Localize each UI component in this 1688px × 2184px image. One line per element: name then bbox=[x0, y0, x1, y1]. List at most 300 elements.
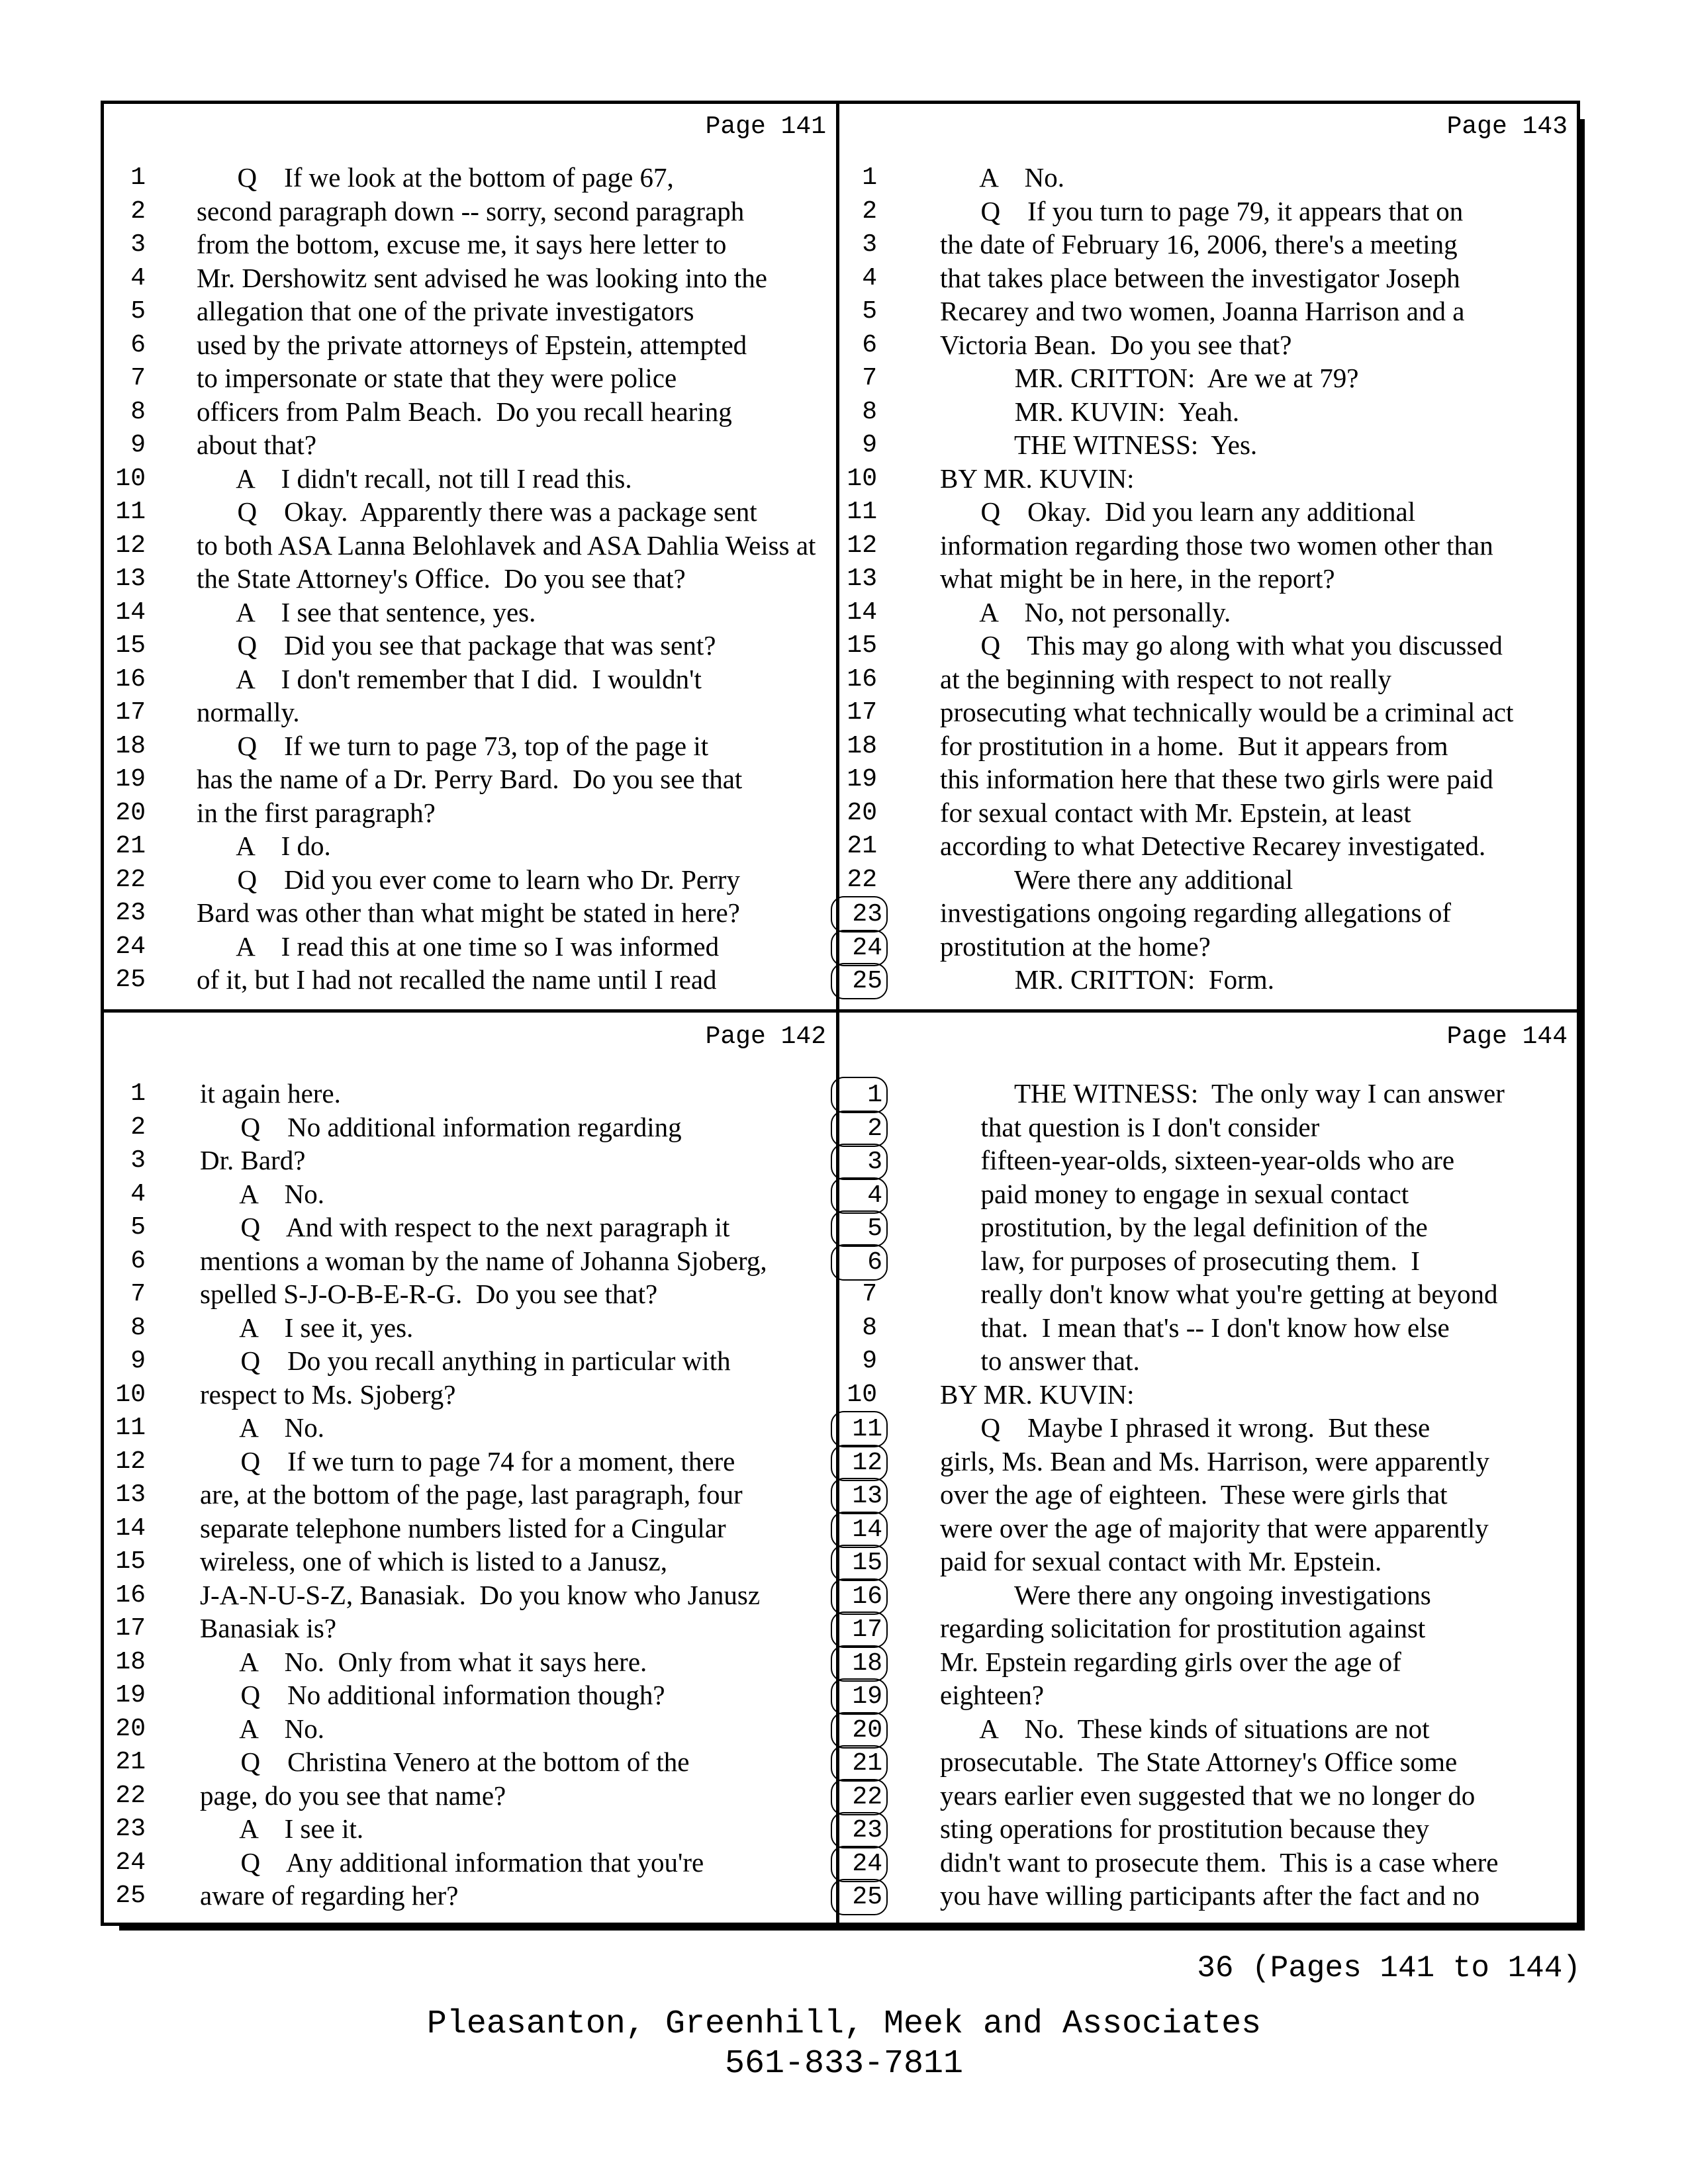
transcript-line bbox=[109, 1411, 834, 1445]
line-text: Q If we turn to page 74 for a moment, there bbox=[200, 1445, 735, 1477]
line-number: 11 bbox=[847, 498, 877, 526]
line-number: 12 bbox=[115, 1447, 146, 1476]
transcript-line bbox=[841, 1812, 1575, 1846]
line-number: 12 bbox=[847, 531, 877, 560]
line-number: 23 bbox=[115, 899, 146, 927]
transcript-line bbox=[109, 1445, 834, 1479]
line-number: 14 bbox=[831, 1512, 888, 1548]
transcript-line bbox=[109, 1512, 834, 1545]
transcript-line bbox=[109, 1745, 834, 1779]
transcript-line bbox=[841, 328, 1575, 362]
line-number: 8 bbox=[862, 397, 877, 426]
page-label: Page 144 bbox=[1446, 1023, 1568, 1051]
line-number: 13 bbox=[831, 1478, 888, 1514]
transcript-line bbox=[841, 1411, 1575, 1445]
transcript-line bbox=[109, 1545, 834, 1578]
line-number: 16 bbox=[847, 664, 877, 694]
line-number: 4 bbox=[831, 1177, 888, 1214]
transcript-line bbox=[109, 1177, 834, 1211]
line-number: 19 bbox=[847, 765, 877, 794]
line-number: 11 bbox=[831, 1411, 888, 1447]
line-text: Q Christina Venero at the bottom of the bbox=[200, 1747, 690, 1777]
line-text: are, at the bottom of the page, last paragraph, four bbox=[200, 1479, 743, 1510]
line-number: 19 bbox=[115, 1681, 146, 1709]
transcript-line bbox=[841, 1678, 1575, 1712]
transcript-line bbox=[109, 1812, 834, 1846]
line-text: J-A-N-U-S-Z, Banasiak. Do you know who Janusz bbox=[200, 1579, 761, 1610]
line-number: 18 bbox=[831, 1645, 888, 1682]
line-number: 9 bbox=[130, 431, 146, 459]
line-text: the State Attorney's Office. Do you see that? bbox=[197, 563, 686, 594]
line-text: you have willing participants after the fact and no bbox=[940, 1880, 1480, 1911]
footer-page-range: 36 (Pages 141 to 144) bbox=[1197, 1951, 1581, 1985]
line-number: 23 bbox=[115, 1815, 146, 1843]
line-number: 21 bbox=[115, 832, 146, 860]
line-text: Q And with respect to the next paragraph it bbox=[200, 1212, 730, 1242]
line-text: fifteen-year-olds, sixteen-year-olds who are bbox=[940, 1145, 1455, 1175]
transcript-line bbox=[109, 829, 834, 863]
line-text: allegation that one of the private investigators bbox=[197, 296, 694, 326]
line-text: Dr. Bard? bbox=[200, 1145, 306, 1175]
line-text: A I didn't recall, not till I read this. bbox=[197, 463, 632, 494]
transcript-page-142 bbox=[109, 1013, 834, 1919]
line-text: BY MR. KUVIN: bbox=[940, 1379, 1135, 1410]
line-number: 8 bbox=[130, 397, 146, 426]
footer-firm-name: Pleasanton, Greenhill, Meek and Associates bbox=[426, 2005, 1262, 2043]
transcript-line bbox=[109, 462, 834, 496]
transcript-line bbox=[109, 762, 834, 796]
line-number: 17 bbox=[115, 698, 146, 727]
frame-shadow-bottom bbox=[119, 1926, 1585, 1931]
line-text: Mr. Dershowitz sent advised he was looking into the bbox=[197, 262, 768, 293]
line-text: to both ASA Lanna Belohlavek and ASA Dahlia Weiss at bbox=[197, 529, 816, 561]
line-number: 3 bbox=[831, 1144, 888, 1180]
line-text: what might be in here, in the report? bbox=[940, 563, 1335, 594]
line-text: prostitution, by the legal definition of the bbox=[940, 1212, 1428, 1242]
line-text: A I see that sentence, yes. bbox=[197, 596, 536, 627]
transcript-line bbox=[841, 863, 1575, 897]
line-number: 20 bbox=[115, 798, 146, 827]
line-text: spelled S-J-O-B-E-R-G. Do you see that? bbox=[200, 1279, 658, 1309]
line-number: 22 bbox=[847, 865, 877, 894]
line-number: 10 bbox=[847, 1380, 877, 1409]
line-number: 10 bbox=[115, 1380, 146, 1409]
line-text: over the age of eighteen. These were girls that bbox=[940, 1479, 1448, 1510]
transcript-line bbox=[841, 529, 1575, 563]
line-text: that. I mean that's -- I don't know how else bbox=[940, 1312, 1450, 1343]
line-text: A I read this at one time so I was informed bbox=[197, 931, 720, 962]
line-number: 3 bbox=[130, 230, 146, 259]
line-text: prostitution at the home? bbox=[940, 931, 1211, 962]
line-text: to impersonate or state that they were police bbox=[197, 363, 677, 393]
line-number: 5 bbox=[831, 1210, 888, 1247]
line-number: 20 bbox=[831, 1712, 888, 1749]
transcript-line bbox=[841, 1445, 1575, 1479]
transcript-line bbox=[841, 228, 1575, 261]
line-text: A No. These kinds of situations are not bbox=[940, 1713, 1430, 1744]
line-number: 14 bbox=[847, 598, 877, 627]
line-number: 6 bbox=[130, 330, 146, 359]
line-text: THE WITNESS: Yes. bbox=[940, 430, 1258, 460]
line-text: paid for sexual contact with Mr. Epstein. bbox=[940, 1546, 1382, 1576]
line-number: 3 bbox=[130, 1146, 146, 1175]
line-number: 7 bbox=[130, 364, 146, 392]
transcript-line bbox=[841, 1311, 1575, 1345]
line-text: Q Maybe I phrased it wrong. But these bbox=[940, 1412, 1430, 1443]
transcript-line bbox=[109, 796, 834, 830]
transcript-line bbox=[109, 662, 834, 696]
line-text: A No. bbox=[200, 1713, 324, 1744]
line-number: 22 bbox=[831, 1779, 888, 1815]
line-text: separate telephone numbers listed for a Cingular bbox=[200, 1512, 726, 1543]
transcript-line bbox=[841, 963, 1575, 997]
transcript-line bbox=[109, 562, 834, 596]
transcript-line bbox=[841, 696, 1575, 729]
line-text: that question is I don't consider bbox=[940, 1111, 1320, 1142]
transcript-line bbox=[841, 1244, 1575, 1278]
transcript-line bbox=[841, 1645, 1575, 1679]
line-text: to answer that. bbox=[940, 1345, 1140, 1376]
line-number: 15 bbox=[115, 631, 146, 660]
transcript-line bbox=[109, 428, 834, 462]
line-text: for prostitution in a home. But it appears from bbox=[940, 730, 1448, 761]
line-number: 19 bbox=[115, 765, 146, 794]
transcript-page-141 bbox=[109, 103, 834, 1009]
line-text: prosecutable. The State Attorney's Office some bbox=[940, 1747, 1458, 1777]
transcript-line bbox=[109, 930, 834, 964]
line-number: 15 bbox=[115, 1547, 146, 1576]
line-number: 7 bbox=[130, 1280, 146, 1308]
line-text: Victoria Bean. Do you see that? bbox=[940, 329, 1292, 360]
line-number: 1 bbox=[862, 163, 877, 192]
line-number: 11 bbox=[115, 1414, 146, 1442]
line-number: 6 bbox=[831, 1244, 888, 1281]
line-number: 24 bbox=[115, 932, 146, 961]
line-text: about that? bbox=[197, 430, 317, 460]
line-text: officers from Palm Beach. Do you recall hearing bbox=[197, 396, 732, 427]
line-text: didn't want to prosecute them. This is a case where bbox=[940, 1846, 1499, 1878]
line-number: 1 bbox=[831, 1077, 888, 1113]
transcript-line bbox=[841, 930, 1575, 964]
line-text: Q This may go along with what you discussed bbox=[940, 630, 1503, 660]
transcript-line bbox=[109, 1111, 834, 1144]
line-number: 15 bbox=[831, 1545, 888, 1581]
line-text: law, for purposes of prosecuting them. I bbox=[940, 1245, 1420, 1276]
transcript-line bbox=[109, 295, 834, 328]
line-number: 21 bbox=[847, 832, 877, 860]
line-text: this information here that these two girls were paid bbox=[940, 764, 1493, 794]
transcript-line bbox=[109, 195, 834, 228]
line-number: 9 bbox=[862, 1347, 877, 1375]
line-number: 25 bbox=[115, 966, 146, 994]
transcript-line bbox=[109, 963, 834, 997]
line-number: 7 bbox=[862, 364, 877, 392]
line-number: 6 bbox=[862, 330, 877, 359]
line-number: 10 bbox=[847, 464, 877, 493]
line-text: that takes place between the investigator Joseph bbox=[940, 262, 1460, 293]
transcript-line bbox=[109, 1311, 834, 1345]
line-number: 20 bbox=[847, 798, 877, 827]
line-text: A I see it, yes. bbox=[200, 1312, 414, 1343]
page-label: Page 143 bbox=[1446, 113, 1568, 141]
transcript-line bbox=[109, 1779, 834, 1813]
line-text: it again here. bbox=[200, 1078, 341, 1109]
transcript-line bbox=[109, 1344, 834, 1378]
line-text: MR. CRITTON: Are we at 79? bbox=[940, 363, 1359, 393]
line-text: normally. bbox=[197, 697, 300, 727]
line-text: Q If we turn to page 73, top of the page it bbox=[197, 730, 709, 761]
line-text: eighteen? bbox=[940, 1680, 1045, 1710]
line-text: Q Any additional information that you're bbox=[200, 1846, 704, 1878]
transcript-line bbox=[109, 328, 834, 362]
line-text: Were there any ongoing investigations bbox=[940, 1579, 1431, 1610]
line-text: used by the private attorneys of Epstein, attempted bbox=[197, 329, 747, 360]
transcript-line bbox=[841, 1779, 1575, 1813]
transcript-line bbox=[841, 428, 1575, 462]
line-number: 2 bbox=[130, 1113, 146, 1142]
transcript-line bbox=[841, 161, 1575, 195]
line-text: according to what Detective Recarey investigated. bbox=[940, 831, 1486, 861]
line-text: investigations ongoing regarding allegations of bbox=[940, 897, 1452, 928]
transcript-line bbox=[109, 629, 834, 662]
line-number: 21 bbox=[831, 1745, 888, 1782]
line-number: 21 bbox=[115, 1748, 146, 1776]
line-number: 24 bbox=[831, 930, 888, 966]
line-number: 12 bbox=[831, 1445, 888, 1481]
transcript-line bbox=[841, 261, 1575, 295]
footer-phone: 561-833-7811 bbox=[724, 2045, 964, 2083]
page-label: Page 142 bbox=[705, 1023, 826, 1051]
transcript-line bbox=[841, 796, 1575, 830]
transcript-line bbox=[109, 1244, 834, 1278]
transcript-line bbox=[841, 1144, 1575, 1177]
line-number: 5 bbox=[862, 297, 877, 326]
transcript-line bbox=[841, 295, 1575, 328]
transcript-line bbox=[841, 1378, 1575, 1412]
line-text: Q If you turn to page 79, it appears that on bbox=[940, 195, 1464, 226]
line-number: 13 bbox=[115, 565, 146, 593]
transcript-line bbox=[109, 1879, 834, 1913]
line-number: 1 bbox=[130, 163, 146, 192]
line-number: 4 bbox=[130, 263, 146, 293]
line-text: A No. bbox=[200, 1412, 324, 1443]
line-text: from the bottom, excuse me, it says here letter to bbox=[197, 229, 727, 259]
line-number: 6 bbox=[130, 1246, 146, 1275]
line-text: Were there any additional bbox=[940, 864, 1293, 895]
line-number: 17 bbox=[847, 698, 877, 727]
line-text: Q No additional information regarding bbox=[200, 1111, 682, 1142]
transcript-line bbox=[841, 896, 1575, 930]
line-number: 10 bbox=[115, 464, 146, 493]
transcript-line bbox=[109, 1210, 834, 1244]
line-number: 22 bbox=[115, 865, 146, 894]
line-number: 3 bbox=[862, 230, 877, 259]
transcript-line bbox=[109, 596, 834, 629]
line-text: mentions a woman by the name of Johanna Sjoberg, bbox=[200, 1245, 767, 1276]
transcript-line bbox=[109, 1612, 834, 1645]
line-number: 8 bbox=[130, 1313, 146, 1342]
page-label: Page 141 bbox=[705, 113, 826, 141]
line-text: second paragraph down -- sorry, second paragraph bbox=[197, 195, 745, 226]
transcript-line bbox=[841, 596, 1575, 629]
transcript-line bbox=[841, 662, 1575, 696]
line-text: A No. bbox=[940, 162, 1064, 193]
line-text: at the beginning with respect to not really bbox=[940, 663, 1392, 694]
line-number: 5 bbox=[130, 297, 146, 326]
line-text: the date of February 16, 2006, there's a meeting bbox=[940, 229, 1458, 259]
transcript-line bbox=[841, 495, 1575, 529]
transcript-line bbox=[841, 1478, 1575, 1512]
transcript-line bbox=[841, 1077, 1575, 1111]
transcript-page-143 bbox=[841, 103, 1575, 1009]
line-text: BY MR. KUVIN: bbox=[940, 463, 1135, 494]
line-text: page, do you see that name? bbox=[200, 1780, 506, 1811]
line-text: A No. Only from what it says here. bbox=[200, 1646, 647, 1677]
line-number: 16 bbox=[115, 664, 146, 694]
transcript-line bbox=[109, 1077, 834, 1111]
line-text: years earlier even suggested that we no longer do bbox=[940, 1780, 1476, 1811]
line-text: Q Did you see that package that was sent? bbox=[197, 630, 716, 660]
transcript-line bbox=[841, 562, 1575, 596]
line-text: Q Do you recall anything in particular with bbox=[200, 1345, 731, 1376]
line-text: girls, Ms. Bean and Ms. Harrison, were apparently bbox=[940, 1445, 1490, 1477]
line-text: THE WITNESS: The only way I can answer bbox=[940, 1078, 1505, 1109]
line-text: Q If we look at the bottom of page 67, bbox=[197, 162, 674, 193]
transcript-line bbox=[841, 361, 1575, 395]
transcript-line bbox=[109, 696, 834, 729]
transcript-line bbox=[841, 1879, 1575, 1913]
line-text: A I do. bbox=[197, 831, 331, 861]
transcript-line bbox=[109, 495, 834, 529]
line-number: 17 bbox=[115, 1614, 146, 1643]
transcript-line bbox=[841, 629, 1575, 662]
transcript-line bbox=[109, 1712, 834, 1746]
transcript-line bbox=[841, 1344, 1575, 1378]
transcript-line bbox=[109, 1578, 834, 1612]
line-number: 8 bbox=[862, 1313, 877, 1342]
line-number: 17 bbox=[831, 1612, 888, 1648]
line-text: Mr. Epstein regarding girls over the age of bbox=[940, 1646, 1401, 1677]
line-text: sting operations for prostitution because they bbox=[940, 1813, 1429, 1844]
transcript-line bbox=[841, 1111, 1575, 1144]
line-number: 4 bbox=[862, 263, 877, 293]
line-number: 16 bbox=[831, 1578, 888, 1615]
line-text: Bard was other than what might be stated in here? bbox=[197, 897, 740, 928]
transcript-line bbox=[841, 1277, 1575, 1311]
line-number: 23 bbox=[831, 896, 888, 933]
line-number: 23 bbox=[831, 1812, 888, 1848]
line-number: 25 bbox=[831, 963, 888, 999]
line-text: information regarding those two women other than bbox=[940, 529, 1493, 561]
transcript-line bbox=[841, 729, 1575, 763]
line-number: 24 bbox=[831, 1846, 888, 1882]
transcript-line bbox=[109, 729, 834, 763]
line-number: 14 bbox=[115, 598, 146, 627]
line-number: 5 bbox=[130, 1213, 146, 1242]
transcript-line bbox=[109, 361, 834, 395]
transcript-line bbox=[109, 529, 834, 563]
line-number: 2 bbox=[862, 197, 877, 226]
transcript-line bbox=[841, 1578, 1575, 1612]
line-number: 18 bbox=[115, 1647, 146, 1676]
line-text: wireless, one of which is listed to a Janusz, bbox=[200, 1546, 667, 1576]
line-text: MR. CRITTON: Form. bbox=[940, 964, 1274, 995]
line-number: 7 bbox=[862, 1280, 877, 1308]
line-number: 14 bbox=[115, 1514, 146, 1543]
transcript-line bbox=[109, 228, 834, 261]
transcript-line bbox=[841, 762, 1575, 796]
transcript-page-144 bbox=[841, 1013, 1575, 1919]
line-number: 13 bbox=[115, 1480, 146, 1509]
transcript-line bbox=[109, 896, 834, 930]
transcript-line bbox=[841, 1210, 1575, 1244]
line-text: Q Okay. Did you learn any additional bbox=[940, 496, 1416, 527]
line-text: were over the age of majority that were apparently bbox=[940, 1512, 1489, 1543]
line-text: in the first paragraph? bbox=[197, 797, 436, 828]
line-text: really don't know what you're getting at beyond bbox=[940, 1279, 1498, 1309]
transcript-line bbox=[109, 1378, 834, 1412]
transcript-line bbox=[109, 395, 834, 429]
line-text: Q Okay. Apparently there was a package sent bbox=[197, 496, 757, 527]
line-text: for sexual contact with Mr. Epstein, at least bbox=[940, 797, 1411, 828]
line-text: prosecuting what technically would be a criminal act bbox=[940, 697, 1514, 727]
line-text: aware of regarding her? bbox=[200, 1880, 459, 1911]
transcript-line bbox=[109, 161, 834, 195]
line-text: regarding solicitation for prostitution against bbox=[940, 1613, 1426, 1643]
frame-shadow-right bbox=[1580, 119, 1585, 1926]
line-number: 16 bbox=[115, 1580, 146, 1610]
line-text: has the name of a Dr. Perry Bard. Do you see that bbox=[197, 764, 743, 794]
line-number: 13 bbox=[847, 565, 877, 593]
line-number: 15 bbox=[847, 631, 877, 660]
line-number: 24 bbox=[115, 1848, 146, 1877]
transcript-line bbox=[109, 1678, 834, 1712]
line-number: 18 bbox=[115, 731, 146, 760]
transcript-line bbox=[109, 1277, 834, 1311]
line-number: 1 bbox=[130, 1079, 146, 1108]
transcript-line bbox=[841, 829, 1575, 863]
line-text: respect to Ms. Sjoberg? bbox=[200, 1379, 456, 1410]
line-number: 11 bbox=[115, 498, 146, 526]
transcript-line bbox=[841, 1177, 1575, 1211]
line-number: 12 bbox=[115, 531, 146, 560]
line-text: paid money to engage in sexual contact bbox=[940, 1178, 1409, 1209]
line-text: MR. KUVIN: Yeah. bbox=[940, 396, 1240, 427]
transcript-line bbox=[109, 261, 834, 295]
line-number: 25 bbox=[115, 1882, 146, 1910]
line-text: Recarey and two women, Joanna Harrison and a bbox=[940, 296, 1465, 326]
transcript-line bbox=[109, 1645, 834, 1679]
transcript-line bbox=[841, 1545, 1575, 1578]
line-number: 22 bbox=[115, 1781, 146, 1810]
line-text: A I don't remember that I did. I wouldn't bbox=[197, 663, 702, 694]
transcript-line bbox=[841, 1712, 1575, 1746]
line-text: Banasiak is? bbox=[200, 1613, 337, 1643]
line-text: of it, but I had not recalled the name until I read bbox=[197, 964, 717, 995]
transcript-line bbox=[841, 1512, 1575, 1545]
transcript-line bbox=[841, 195, 1575, 228]
transcript-line bbox=[109, 863, 834, 897]
line-number: 20 bbox=[115, 1714, 146, 1743]
line-text: A I see it. bbox=[200, 1813, 364, 1844]
line-text: A No. bbox=[200, 1178, 324, 1209]
line-number: 9 bbox=[862, 431, 877, 459]
transcript-line bbox=[841, 395, 1575, 429]
line-number: 19 bbox=[831, 1678, 888, 1715]
line-text: Q No additional information though? bbox=[200, 1680, 665, 1710]
transcript-line bbox=[109, 1478, 834, 1512]
line-text: A No, not personally. bbox=[940, 596, 1231, 627]
